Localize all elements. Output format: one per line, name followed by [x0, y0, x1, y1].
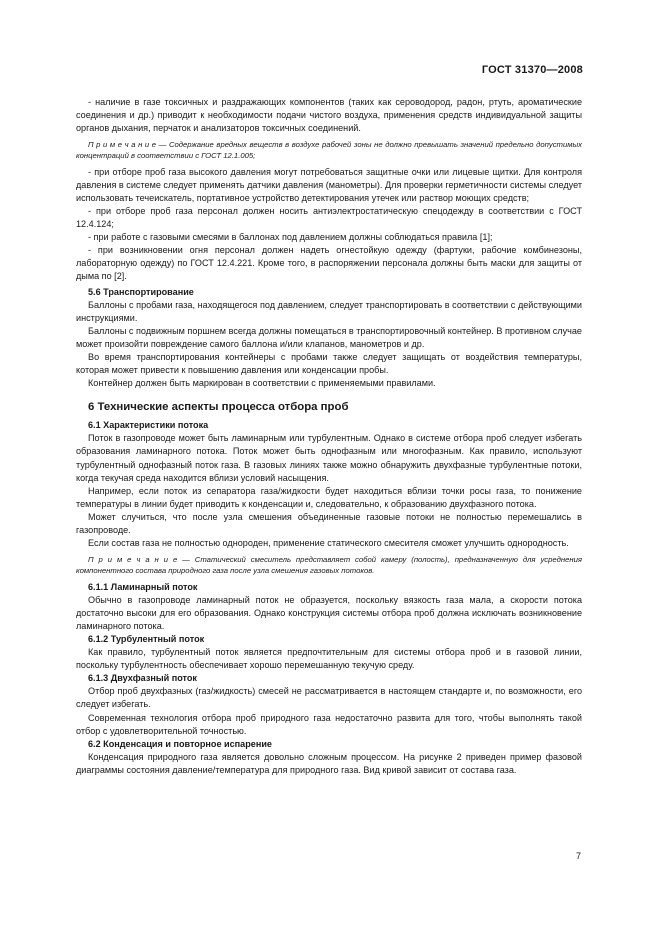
heading-6-1: 6.1 Характеристики потока: [88, 420, 209, 431]
paragraph-6-1-b: Например, если поток из сепаратора газа/жидкости будет находиться вблизи точки росы газа, то понижение температуры в линии будет приводить к конденсации и, следовательно, к образованию двухфазного потока.: [76, 485, 582, 509]
bullet-fire: - при возникновении огня персонал должен надеть огнестойкую одежду (фартуки, рабочие комбинезоны, лабораторную одежду) по ГОСТ 12.4.221. Кроме того, в распоряжении персонала должны быть маски для защиты от дыма по [2].: [76, 245, 582, 282]
heading-section-6: 6 Технические аспекты процесса отбора проб: [88, 401, 349, 414]
paragraph-6-1-3-a: Отбор проб двухфазных (газ/жидкость) смесей не рассматривается в настоящем стандарте и, по возможности, его следует избегать.: [76, 686, 582, 710]
paragraph-6-1-d: Если состав газа не полностью однороден, применение статического смесителя сможет улучшить однородность.: [88, 538, 569, 549]
paragraph-5-6-a: Баллоны с пробами газа, находящегося под давлением, следует транспортировать в соответствии с действующими инструкциями.: [76, 299, 582, 323]
paragraph-5-6-d: Контейнер должен быть маркирован в соответствии с применяемыми правилами.: [88, 378, 436, 389]
heading-5-6: 5.6 Транспортирование: [88, 286, 194, 297]
note-static-mixer: П р и м е ч а н и е — Статический смеситель представляет собой камеру (полость), предназначенную для усреднения компонентного состава природного газа после узла смешения газовых потоков.: [76, 555, 582, 576]
paragraph-6-1-2: Как правило, турбулентный поток является предпочтительным для системы отбора проб и в газовой линии, поскольку турбулентность обеспечивает хорошо перемешанную текучую среду.: [76, 647, 582, 671]
bullet-gas-mixtures: - при работе с газовыми смесями в баллонах под давлением должны соблюдаться правила [1];: [88, 232, 493, 243]
heading-6-2: 6.2 Конденсация и повторное испарение: [88, 738, 272, 749]
document-header: ГОСТ 31370—2008: [481, 64, 583, 76]
paragraph-6-1-a: Поток в газопроводе может быть ламинарным или турбулентным. Однако в системе отбора проб следует избегать образования ламинарного потока. Поток может быть однофазным или многофазным. Как правило, используют турбулентный однофазный поток газа. В газовых линиях также можно обнаружить двухфазные турбулентные потоки, когда текучая среда находится вблизи условий насыщения.: [76, 433, 582, 483]
paragraph-5-6-b: Баллоны с подвижным поршнем всегда должны помещаться в транспортировочный контейнер. В противном случае может произойти повреждение самого баллона и/или клапанов, манометров и др.: [76, 325, 582, 349]
heading-6-1-2: 6.1.2 Турбулентный поток: [88, 634, 205, 644]
bullet-high-pressure: - при отборе проб газа высокого давления могут потребоваться защитные очки или лицевые щитки. Для контроля давления в системе следует применять датчики давления (манометры). Для проверки герметичности системы следует использовать течеискатель, портативное устройство детектирования утечек или раствор моющих средств;: [76, 166, 582, 203]
bullet-toxic: - наличие в газе токсичных и раздражающих компонентов (таких как сероводород, радон, ртуть, ароматические соединения и др.) приводит к необходимости подачи чистого воздуха, применения средств индивидуальной защиты органов дыхания, перчаток и анализаторов токсичных соединений.: [76, 97, 582, 134]
heading-6-1-1: 6.1.1 Ламинарный поток: [88, 581, 198, 592]
paragraph-6-2: Конденсация природного газа является довольно сложным процессом. На рисунке 2 приведен пример фазовой диаграммы состояния давление/температура для природного газа. Вид кривой зависит от состава газа.: [76, 751, 582, 775]
note-harmful-substances: П р и м е ч а н и е — Содержание вредных веществ в воздухе рабочей зоны не должно превышать значений предельно допустимых концентраций в соответствии с ГОСТ 12.1.005;: [76, 140, 582, 161]
page-number: 7: [575, 851, 581, 861]
paragraph-5-6-c: Во время транспортирования контейнеры с пробами также следует защищать от воздействия температуры, которая может привести к повышению давления или конденсации пробы.: [76, 352, 582, 376]
heading-6-1-3: 6.1.3 Двухфазный поток: [88, 673, 197, 684]
paragraph-6-1-c: Может случиться, что после узла смешения объединенные газовые потоки не полностью перемешались в газопроводе.: [76, 511, 582, 536]
paragraph-6-1-1: Обычно в газопроводе ламинарный поток не образуется, поскольку вязкость газа мала, а скорости потока достаточно высоки для его образования. Однако конструкция системы отбора проб должна исключать возникновение ламинарного потока.: [76, 594, 582, 631]
document-body: [76, 96, 582, 777]
paragraph-6-1-3-b: Современная технология отбора проб природного газа недостаточно развита для того, чтобы выполнять такой отбор с удовлетворительной точностью.: [76, 712, 582, 736]
bullet-antistatic: - при отборе проб газа персонал должен носить антиэлектростатическую спецодежду в соответствии с ГОСТ 12.4.124;: [76, 205, 582, 230]
